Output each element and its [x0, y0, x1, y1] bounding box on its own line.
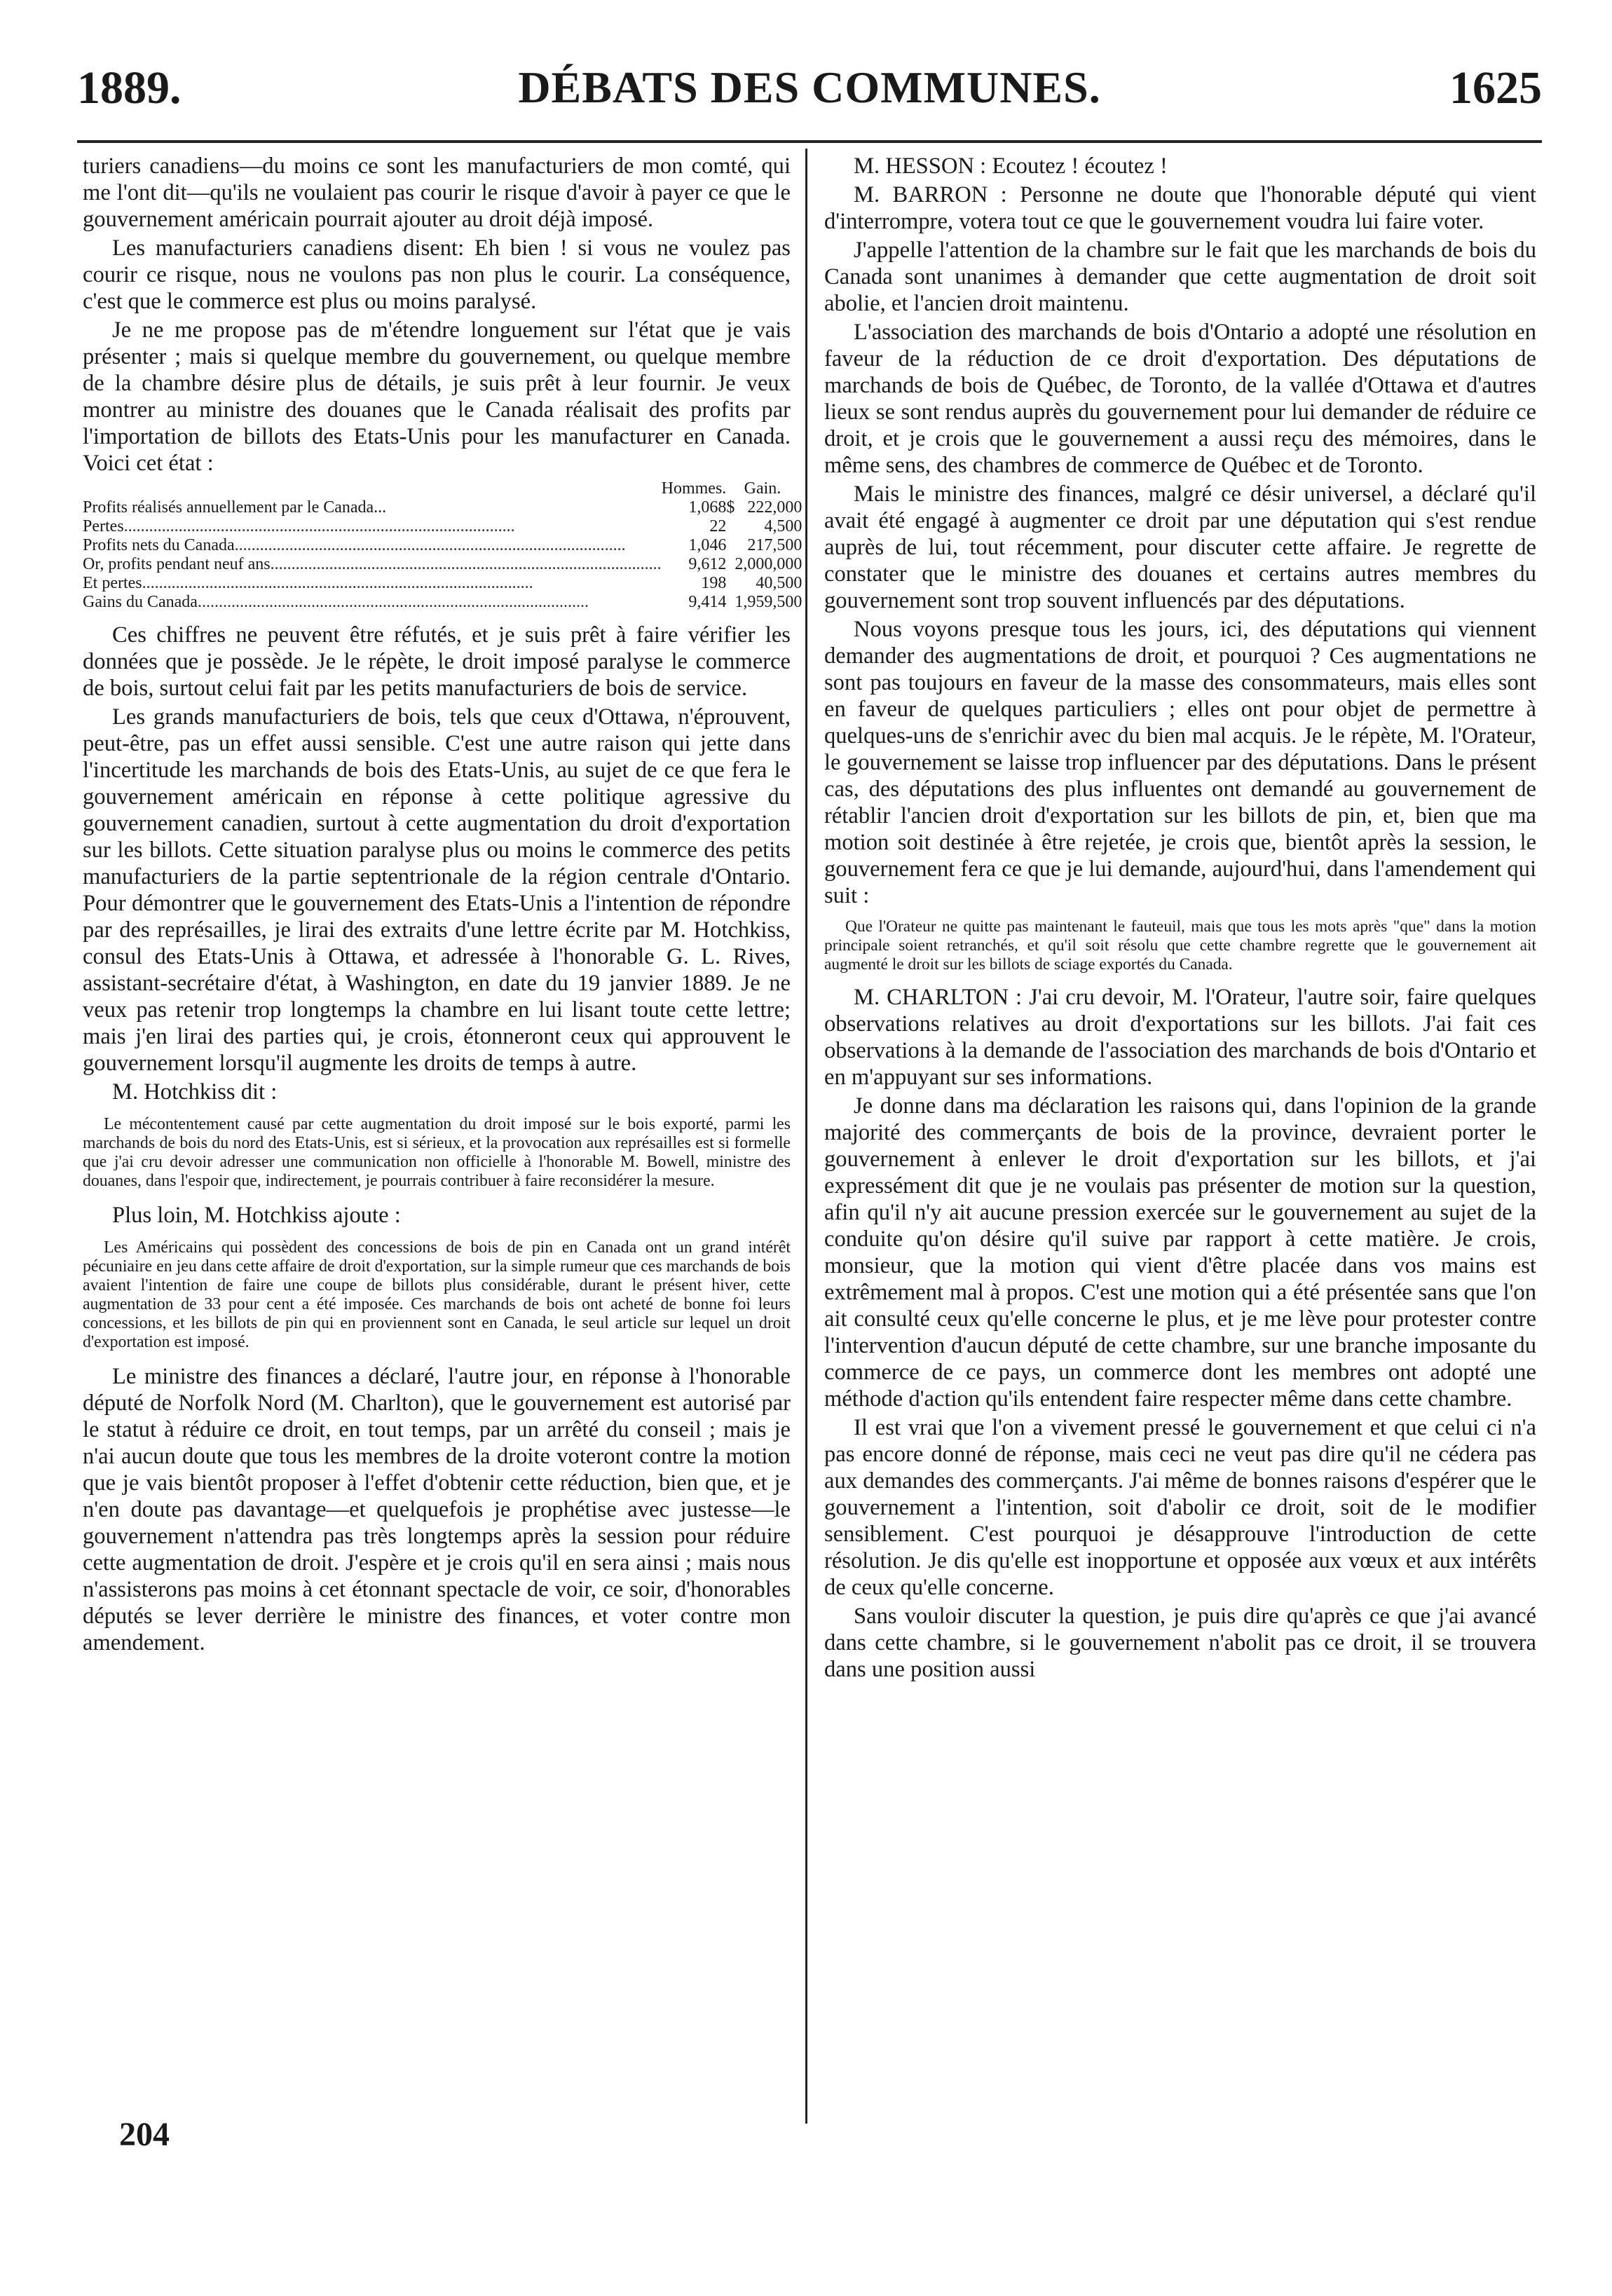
table-cell-gain: 217,500: [747, 536, 802, 554]
table-header-row: [83, 479, 816, 498]
right-column: [824, 153, 1536, 1685]
table-cell-label: Gains du Canada: [83, 593, 198, 611]
quoted-letter-excerpt: Les Américains qui possèdent des concessions de bois de pin en Canada ont un grand intérêt pécuniaire en jeu dans cette affaire de droit d'exportation, sur la simple rumeur que ces marchands de bois avaient l'intention de faire une coupe de billots plus considérable, durant le présent hiver, cette augmentation de 33 pour cent a été imposée. Ces marchands de bois ont acheté de bonne foi leurs concessions, et les billots de pin qui en proviennent sont en Canada, le seul article sur lequel un droit d'exportation est imposé.: [83, 1238, 791, 1351]
table-cell-label: Or, profits pendant neuf ans: [83, 555, 271, 573]
table-header-hommes: Hommes.: [661, 479, 727, 498]
left-column: [83, 153, 802, 1658]
speech-charlton: M. CHARLTON : J'ai cru devoir, M. l'Orateur, l'autre soir, faire quelques observations relatives au droit d'exportations sur les billots. J'ai fait ces observations à la demande de l'association des marchands de bois d'Ontario et en m'appuyant sur ses informations.: [824, 985, 1536, 1090]
paragraph: Les grands manufacturiers de bois, tels que ceux d'Ottawa, n'éprouvent, peut-être, pas un effet aussi sensible. C'est une autre raison qui jette dans l'incertitude les marchands de bois des Etats-Unis, au sujet de ce que fera le gouvernement américain en réponse à cette politique agressive du gouvernement canadien, surtout à cette augmentation du droit d'exportation sur les billots. Cette situation paralyse plus ou moins le commerce des petits manufacturiers de la partie septentrionale de la région centrale d'Ontario. Pour démontrer que le gouvernement des Etats-Unis a l'intention de répondre par des représailles, je lirai des extraits d'une lettre écrite par M. Hotchkiss, consul des Etats-Unis à Ottawa, et adressée à l'honorable G. L. Rives, assistant-secrétaire d'état, à Washington, en date du 19 janvier 1889. Je ne veux pas retenir trop longtemps la chambre en lui lisant toute cette lettre; mais j'en lirai des parties qui, je crois, étonneront ceux qui approuvent le gouvernement lorsqu'il augmente les droits de temps à autre.: [83, 704, 791, 1076]
table-row: [83, 517, 816, 536]
table-cell-gain: 2,000,000: [735, 555, 802, 573]
column-divider: [805, 149, 807, 2124]
table-cell-gain: 4,500: [764, 517, 802, 535]
table-cell-hommes: 22: [709, 517, 727, 535]
table-row: [83, 498, 816, 517]
table-cell-gain: 40,500: [756, 574, 802, 592]
table-cell-hommes: 198: [701, 574, 727, 592]
table-row: [83, 593, 816, 612]
speech-barron: M. BARRON : Personne ne doute que l'honorable député qui vient d'interrompre, votera tout ce que le gouvernement voudra lui faire voter.: [824, 182, 1536, 234]
table-cell-hommes: 9,612: [688, 555, 727, 573]
paragraph: J'appelle l'attention de la chambre sur le fait que les marchands de bois du Canada sont unanimes à demander que cette augmentation de droit soit abolie, et l'ancien droit maintenu.: [824, 238, 1536, 316]
page-header: [77, 62, 1542, 118]
table-cell-hommes: 1,046: [688, 536, 727, 554]
table-cell-currency: [726, 536, 735, 555]
table-cell-currency: [726, 574, 735, 593]
table-row: [83, 555, 816, 574]
table-cell-currency: [726, 593, 735, 612]
speech-hesson: M. HESSON : Ecoutez ! écoutez !: [854, 153, 1168, 179]
table-cell-label: Profits nets du Canada: [83, 536, 235, 554]
quoted-letter-excerpt: Le mécontentement causé par cette augmentation du droit imposé sur le bois exporté, parmi les marchands de bois du nord des Etats-Unis, est si sérieux, et la provocation aux représailles est si formelle que j'ai cru devoir adresser une communication non officielle à l'honorable M. Bowell, ministre des douanes, dans l'espoir que, indirectement, je pourrais contribuer à faire reconsidérer la mesure.: [83, 1115, 791, 1190]
paragraph: Les manufacturiers canadiens disent: Eh bien ! si vous ne voulez pas courir ce risque, nous ne voulons pas non plus le courir. La conséquence, c'est que le commerce est plus ou moins paralysé.: [83, 235, 791, 314]
table-header-gain: Gain.: [744, 479, 781, 498]
profits-table: [83, 479, 816, 612]
header-title: DÉBATS DES COMMUNES.: [518, 62, 1101, 112]
table-cell-label: Profits réalisés annuellement par le Canada...: [83, 498, 387, 517]
table-cell-currency: [726, 555, 735, 574]
table-cell-currency: $: [726, 498, 735, 517]
paragraph: L'association des marchands de bois d'Ontario a adopté une résolution en faveur de la réduction de ce droit d'exportation. Des députations de marchands de bois de Québec, de Toronto, de la vallée d'Ottawa et d'autres lieux se sont rendus auprès du gouvernement pour lui demander de réduire ce droit, et je crois que le gouvernement a aussi reçu des mémoires, dans le même sens, des chambres de commerce de Québec et de Toronto.: [824, 320, 1536, 478]
table-cell-label: Pertes: [83, 517, 124, 535]
header-rule: [77, 140, 1542, 143]
paragraph: Je ne me propose pas de m'étendre longuement sur l'état que je vais présenter ; mais si quelque membre du gouvernement, ou quelque membre de la chambre désire plus de détails, je suis prêt à leur fournir. Je veux montrer au ministre des douanes que le Canada réalisait des profits par l'importation de billots des Etats-Unis pour les manufacturer en Canada. Voici cet état :: [83, 317, 791, 476]
dot-leader: .............................................................................................: [234, 536, 626, 554]
paragraph: Ces chiffres ne peuvent être réfutés, et je suis prêt à faire vérifier les données que je possède. Je le répète, le droit imposé paralyse le commerce de bois, surtout celui fait par les petits manufacturiers de bois de service.: [83, 622, 791, 701]
paragraph: Je donne dans ma déclaration les raisons qui, dans l'opinion de la grande majorité des commerçants de bois de la province, devraient porter le gouvernement à enlever le droit d'exportation sur les billots, et j'ai expressément dit que je ne voulais pas présenter de motion sur la question, afin qu'il n'y ait aucune pression exercée sur le gouvernement au sujet de la conduite qu'on désire qu'il suive par rapport à cette matière. Je crois, monsieur, que la motion qui vient d'être placée dans vos mains est extrêmement mal à propos. C'est une motion qui a été présentée sans que l'on ait consulté ceux qu'elle concerne le plus, et je me lève pour protester contre l'intervention d'aucun député de cette chambre, sur une branche imposante du commerce de ce pays, un commerce dont les membres ont adopté une méthode d'action qu'ils entendent faire respecter même dans cette chambre.: [824, 1093, 1536, 1412]
paragraph: turiers canadiens—du moins ce sont les manufacturiers de mon comté, qui me l'ont dit—qu'ils ne voulaient pas courir le risque d'avoir à payer ce que le gouvernement américain pourrait ajouter au droit déjà imposé.: [83, 153, 791, 232]
paragraph: M. Hotchkiss dit :: [112, 1079, 278, 1105]
paragraph: Mais le ministre des finances, malgré ce désir universel, a déclaré qu'il avait été engagé à augmenter ce droit par une députation qui s'est rendue auprès de lui, tout récemment, pour discuter cette affaire. Je regrette de constater que le ministre des douanes et certains autres membres du gouvernement sont trop souvent influencés par des députations.: [824, 481, 1536, 613]
paragraph: Sans vouloir discuter la question, je puis dire qu'après ce que j'ai avancé dans cette chambre, si le gouvernement n'abolit pas ce droit, il se trouvera dans une position aussi: [824, 1604, 1536, 1682]
table-cell-hommes: 1,068: [688, 498, 727, 517]
table-row: [83, 574, 816, 593]
header-year: 1889.: [77, 62, 182, 114]
signature-number: 204: [119, 2116, 170, 2153]
dot-leader: .............................................................................................: [197, 593, 589, 611]
amendment-text: Que l'Orateur ne quitte pas maintenant le fauteuil, mais que tous les mots après "que" dans la motion principale soient retranchés, et qu'il soit résolu que cette chambre regrette que le gouvernement ait augmenté le droit sur les billots de sciage exportés du Canada.: [824, 917, 1536, 973]
table-cell-gain: 1,959,500: [735, 593, 802, 611]
paragraph: Le ministre des finances a déclaré, l'autre jour, en réponse à l'honorable député de Norfolk Nord (M. Charlton), que le gouvernement est autorisé par le statut à réduire ce droit, en tout temps, par un arrêté du conseil ; mais je n'ai aucun doute que tous les membres de la droite voteront contre la motion que je vais bientôt proposer à l'effet d'obtenir cette réduction, bien que, et je n'en doute pas davantage—et quelquefois je prophétise avec justesse—le gouvernement n'attendra pas très longtemps après la session pour réduire cette augmentation de droit. J'espère et je crois qu'il en sera ainsi ; mais nous n'assisterons pas moins à cet étonnant spectacle de voir, ce soir, d'honorables députés se lever derrière le ministre des finances, et voter contre mon amendement.: [83, 1364, 791, 1655]
table-row: [83, 536, 816, 555]
table-cell-label: Et pertes: [83, 574, 142, 592]
dot-leader: .............................................................................................: [142, 574, 533, 592]
table-cell-hommes: 9,414: [688, 593, 727, 611]
header-page-number: 1625: [1449, 62, 1542, 114]
paragraph: Nous voyons presque tous les jours, ici, des députations qui viennent demander des augmentations de droit, et pourquoi ? Ces augmentations ne sont pas toujours en faveur de la masse des consommateurs, mais elles sont en faveur de quelques particuliers ; elles ont pour objet de permettre à quelques-uns de s'enrichir avec du bien mal acquis. Je le répète, M. l'Orateur, le gouvernement se laisse trop influencer par des députations. Dans le présent cas, des députations des plus influentes ont demandé au gouvernement de rétablir l'ancien droit d'exportation sur les billots de pin, et, bien que ma motion soit destinée à être rejetée, je crois que, bientôt après la session, le gouvernement fera ce que je lui demande, aujourd'hui, dans l'amendement qui suit :: [824, 617, 1536, 908]
paragraph: Plus loin, M. Hotchkiss ajoute :: [112, 1203, 401, 1228]
paragraph: Il est vrai que l'on a vivement pressé le gouvernement et que celui ci n'a pas encore donné de réponse, mais ceci ne veut pas dire qu'il ne cédera pas aux demandes des commerçants. J'ai même de bonnes raisons d'espérer que le gouvernement a l'intention, soit d'abolir ce droit, soit de le modifier sensiblement. C'est pourquoi je désapprouve l'introduction de cette résolution. Je dis qu'elle est inopportune et opposée aux vœux et aux intérêts de ceux qu'elle concerne.: [824, 1415, 1536, 1600]
dot-leader: .............................................................................................: [123, 517, 515, 535]
table-cell-currency: [726, 517, 735, 536]
table-cell-gain: 222,000: [747, 498, 802, 517]
dot-leader: .............................................................................................: [270, 555, 662, 573]
